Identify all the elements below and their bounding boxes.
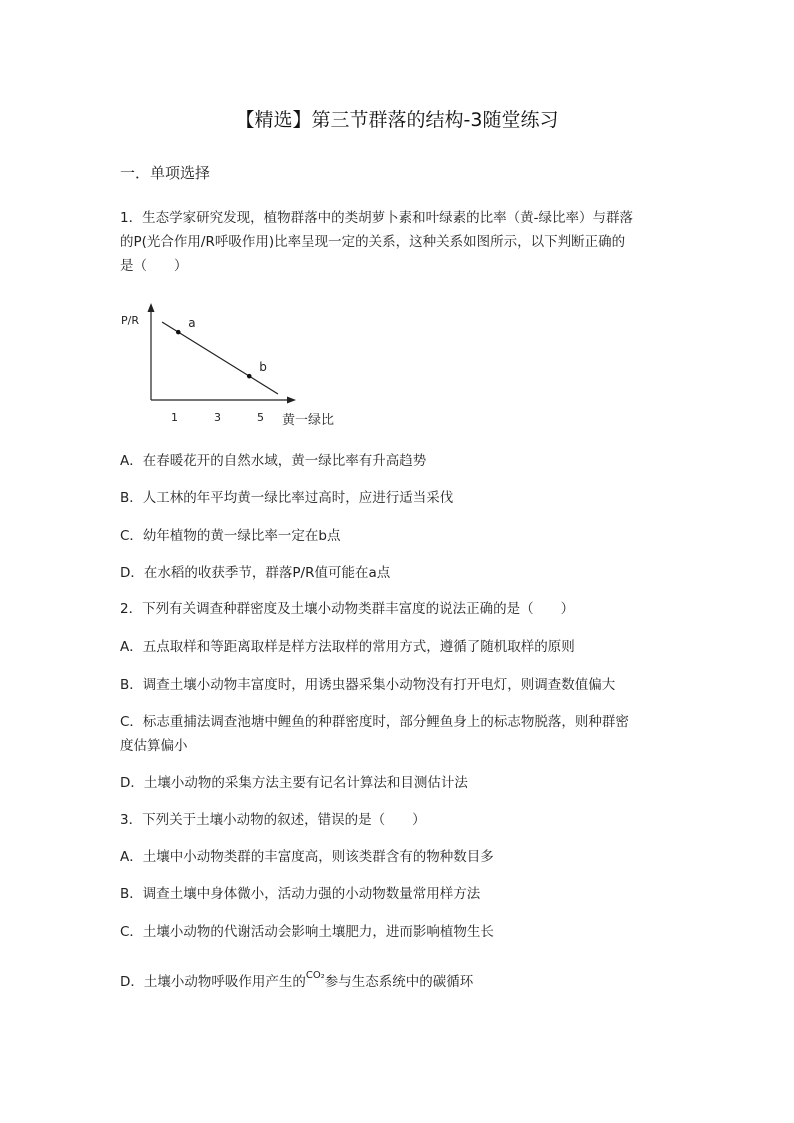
x-tick-label: 3: [214, 411, 221, 424]
q3-option-a: A．土壤中小动物类群的丰富度高，则该类群含有的物种数目多: [120, 849, 494, 865]
q3-option-c: C．土壤小动物的代谢活动会影响土壤肥力，进而影响植物生长: [120, 924, 494, 940]
x-tick-label: 1: [171, 411, 178, 424]
page-title: 【精选】第三节群落的结构-3随堂练习: [235, 109, 559, 131]
data-points: [176, 316, 267, 378]
q1-option-d: D．在水稻的收获季节，群落P/R值可能在a点: [120, 565, 391, 581]
x-axis-arrow: [287, 397, 296, 404]
q3-option-d-text-post: 参与生态系统中的碳循环: [324, 974, 474, 990]
q3-option-d-text-pre: D．土壤小动物呼吸作用产生的: [120, 974, 306, 990]
q2-stem: 2．下列有关调查种群密度及土壤小动物类群丰富度的说法正确的是（ ）: [120, 601, 575, 617]
q1-option-a: A．在春暖花开的自然水域，黄一绿比率有升高趋势: [120, 453, 427, 469]
q2-option-a: A．五点取样和等距离取样是样方法取样的常用方式，遵循了随机取样的原则: [120, 639, 575, 655]
x-tick-labels: [171, 411, 264, 424]
q3-stem: 3．下列关于土壤小动物的叙述，错误的是（ ）: [120, 812, 426, 828]
q3-option-b: B．调查土壤中身体微小，活动力强的小动物数量常用样方法: [120, 886, 481, 902]
pr-ratio-chart: [118, 300, 358, 435]
q1-option-c: C．幼年植物的黄一绿比率一定在b点: [120, 528, 341, 544]
x-axis-label: 黄一绿比: [282, 413, 335, 428]
x-tick-label: 5: [257, 411, 264, 424]
point-a: [176, 330, 181, 335]
point-b: [247, 374, 252, 379]
q1-stem-line3: 是（ ）: [120, 258, 188, 274]
y-axis-arrow: [148, 303, 155, 312]
section-heading: 一．单项选择: [120, 164, 211, 182]
co2-formula: CO₂: [305, 970, 325, 981]
q3-option-d: [120, 970, 680, 996]
q1-option-b: B．人工林的年平均黄一绿比率过高时，应进行适当采伐: [120, 490, 454, 506]
q2-option-d: D．土壤小动物的采集方法主要有记名计算法和目测估计法: [120, 775, 468, 791]
q1-stem-line1: 1．生态学家研究发现，植物群落中的类胡萝卜素和叶绿素的比率（黄-绿比率）与群落: [120, 210, 633, 226]
q2-option-c-line2: 度估算偏小: [120, 738, 188, 754]
q2-option-b: B．调查土壤小动物丰富度时，用诱虫器采集小动物没有打开电灯，则调查数值偏大: [120, 677, 616, 693]
q2-option-c-line1: C．标志重捕法调查池塘中鲤鱼的种群密度时，部分鲤鱼身上的标志物脱落，则种群密: [120, 714, 629, 730]
y-axis-label: P/R: [121, 314, 139, 327]
point-label-b: b: [259, 360, 267, 375]
q1-stem-line2: 的P(光合作用/R呼吸作用)比率呈现一定的关系，这种关系如图所示，以下判断正确的: [120, 234, 626, 250]
point-label-a: a: [188, 316, 196, 331]
